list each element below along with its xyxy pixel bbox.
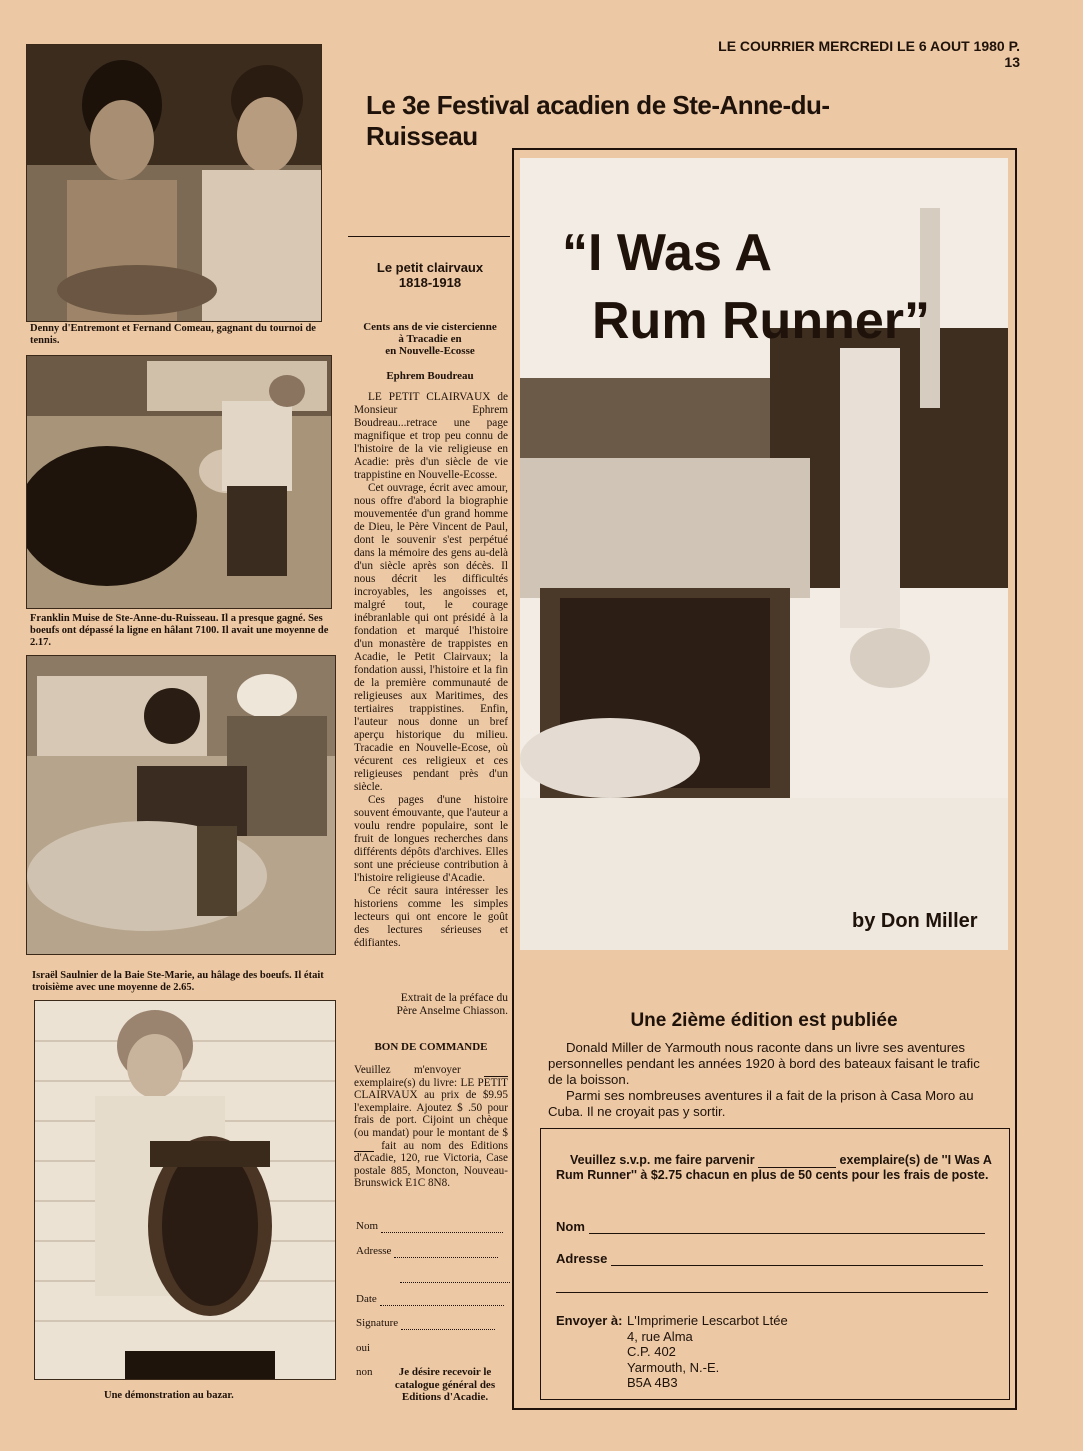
order-signature-row	[356, 1317, 510, 1330]
caption-bazar: Une démonstration au bazar.	[104, 1390, 234, 1401]
order-adresse-row	[356, 1245, 510, 1258]
order-nom-row	[356, 1220, 510, 1233]
caption-tennis: Denny d'Entremont et Fernand Comeau, gagnant du tournoi de tennis.	[30, 323, 316, 346]
ad-nom-field[interactable]	[589, 1233, 985, 1234]
order-text	[354, 1064, 508, 1190]
ad-nom-label: Nom	[556, 1219, 585, 1234]
article-subtitle-line2: à Tracadie en	[398, 333, 462, 345]
article-para1: LE PETIT CLAIRVAUX de Monsieur Ephrem Boudreau...retrace une page magnifique et trop peu connu de l'histoire de la vie religieuse en Acadie: près d'un siècle de vie trappistine en Nouvelle-Ecosse.	[354, 391, 508, 481]
ad-envoyer-label: Envoyer à:	[556, 1313, 623, 1328]
ad-nom-row	[556, 1219, 990, 1234]
ad-address-line5: B5A 4B3	[627, 1375, 678, 1390]
order-catalogue-text: Je désire recevoir le catalogue général des Editions d'Acadie.	[394, 1366, 496, 1403]
article-title-line1: Le petit clairvaux	[376, 260, 484, 275]
order-signature-label: Signature	[356, 1317, 399, 1329]
order-non[interactable]: non	[356, 1366, 373, 1378]
ad-byline: by Don Miller	[852, 910, 978, 932]
ad-desc	[548, 1040, 990, 1120]
order-text-after: exemplaire(s) du livre: LE PETIT CLAIRVAUX au prix de $9.95 l'exemplaire. Ajoutez $ .50 pour frais de port. Cijoint un chèque (ou mandat) pour le montant de $	[354, 1076, 508, 1139]
article-top-rule	[348, 236, 510, 237]
order-adresse-label: Adresse	[356, 1245, 392, 1257]
photo-tennis	[26, 44, 322, 322]
ad-form-text	[556, 1153, 994, 1183]
photo-oxen-saulnier	[26, 655, 336, 955]
festival-title: Le 3e Festival acadien de Ste-Anne-du-Ruisseau	[366, 90, 830, 151]
ad-desc2: Parmi ses nombreuses aventures il a fait de la prison à Casa Moro au Cuba. Il ne croyait pas y sortir.	[548, 1088, 974, 1119]
photo-bazar	[34, 1000, 336, 1380]
order-text-after2: fait au nom des Editions d'Acadie, 120, rue Victoria, Case postale 885, Moncton, Nouveau-Brunswick E1C 8N8.	[354, 1139, 508, 1190]
article-source	[354, 992, 508, 1018]
ad-address-line4: Yarmouth, N.-E.	[627, 1359, 720, 1375]
ad-address	[627, 1313, 788, 1391]
article-title-line2: 1818-1918	[398, 275, 462, 290]
article-body	[354, 391, 508, 950]
article-subtitle	[350, 321, 510, 357]
order-date-row	[356, 1293, 510, 1306]
article-title	[350, 260, 510, 290]
ad-desc1: Donald Miller de Yarmouth nous raconte dans un livre ses aventures personnelles pendant les années 1920 à bord des bateaux faisant le trafic de la boisson.	[548, 1040, 980, 1087]
order-oui[interactable]: oui	[356, 1342, 371, 1354]
ad-title-line1: “I Was A	[562, 224, 772, 282]
order-heading: BON DE COMMANDE	[374, 1041, 488, 1053]
order-adresse-field[interactable]	[394, 1257, 498, 1258]
ad-edition-heading: Une 2ième édition est publiée	[630, 1010, 898, 1031]
order-date-field[interactable]	[380, 1305, 504, 1306]
ad-adresse-field2[interactable]	[556, 1292, 988, 1293]
caption-oxen-saulnier: Israël Saulnier de la Baie Ste-Marie, au hâlage des boeufs. Il était troisième avec une moyenne de 2.65.	[32, 970, 324, 993]
ad-form-text1: Veuillez s.v.p. me faire parvenir	[570, 1153, 755, 1167]
ad-address-line3: C.P. 402	[627, 1344, 676, 1359]
ad-title-line2: Rum Runner”	[592, 292, 930, 350]
ad-address-line1: L'Imprimerie Lescarbot Ltée	[627, 1313, 788, 1328]
order-signature-field[interactable]	[401, 1329, 495, 1330]
article-source-line2: Père Anselme Chiasson.	[396, 1005, 508, 1017]
ad-address-line2: 4, rue Alma	[627, 1328, 693, 1344]
ad-adresse-label: Adresse	[556, 1251, 608, 1266]
article-para2: Cet ouvrage, écrit avec amour, nous offre d'abord la biographie mouvementée d'un grand homme de Dieu, le Père Vincent de Paul, dont le souvenir s'est perpétué dans la mémoire des gens au-delà d'un siècle après son décès. Il nous décrit les difficultés incroyables, les angoisses et, malgré tout, le courage inébranlable qui ont présidé à la fondation et marqué l'histoire d'un monastère de trappistes en Acadie, le Petit Clairvaux; la fondation aussi, l'histoire et la fin de la première communauté de religieuses aux Maritimes, des tertiaires trappistines. Enfin, l'auteur nous donne un bref aperçu historique du milieu. Tracadie en Nouvelle-Ecose, où vécurent ces religieux et ces religieuses pendant près d'un siècle.	[354, 482, 508, 793]
ad-adresse-field[interactable]	[611, 1265, 983, 1266]
ad-form-text2: exemplaire(s) de ''I Was A Rum Runner'' à $2.75 chacun en plus de 50 cents pour les frais de poste.	[556, 1153, 992, 1182]
order-nom-label: Nom	[356, 1220, 378, 1232]
order-text-before: Veuillez m'envoyer	[354, 1064, 461, 1076]
masthead: LE COURRIER MERCREDI LE 6 AOUT 1980 P. 13	[718, 38, 1020, 70]
order-nom-field[interactable]	[381, 1232, 503, 1233]
article-para3: Ces pages d'une histoire souvent émouvante, que l'auteur a voulu rendre populaire, sont le fruit de longues recherches dans différents dépôts d'archives. Elles sont une précieuse contribution à l'histoire religieuse d'Acadie.	[354, 794, 508, 884]
photo-oxen-muise	[26, 355, 332, 609]
article-author: Ephrem Boudreau	[386, 370, 474, 382]
caption-oxen-muise: Franklin Muise de Ste-Anne-du-Ruisseau. Il a presque gagné. Ses boeufs ont dépassé la ligne en hâlant 7100. Il avait une moyenne de 2.17.	[30, 613, 329, 648]
article-subtitle-line3: en Nouvelle-Ecosse	[385, 345, 475, 357]
ad-adresse-row	[556, 1251, 990, 1266]
article-source-line1: Extrait de la préface du	[400, 992, 508, 1004]
article-para4: Ce récit saura intéresser les historiens comme les simples lecteurs qui ont encore le goût des lectures sérieuses et édifiantes.	[354, 885, 508, 949]
order-adresse-field2[interactable]	[400, 1282, 510, 1283]
order-adresse-row2	[356, 1270, 510, 1283]
order-date-label: Date	[356, 1293, 377, 1305]
article-subtitle-line1: Cents ans de vie cistercienne	[363, 321, 497, 333]
